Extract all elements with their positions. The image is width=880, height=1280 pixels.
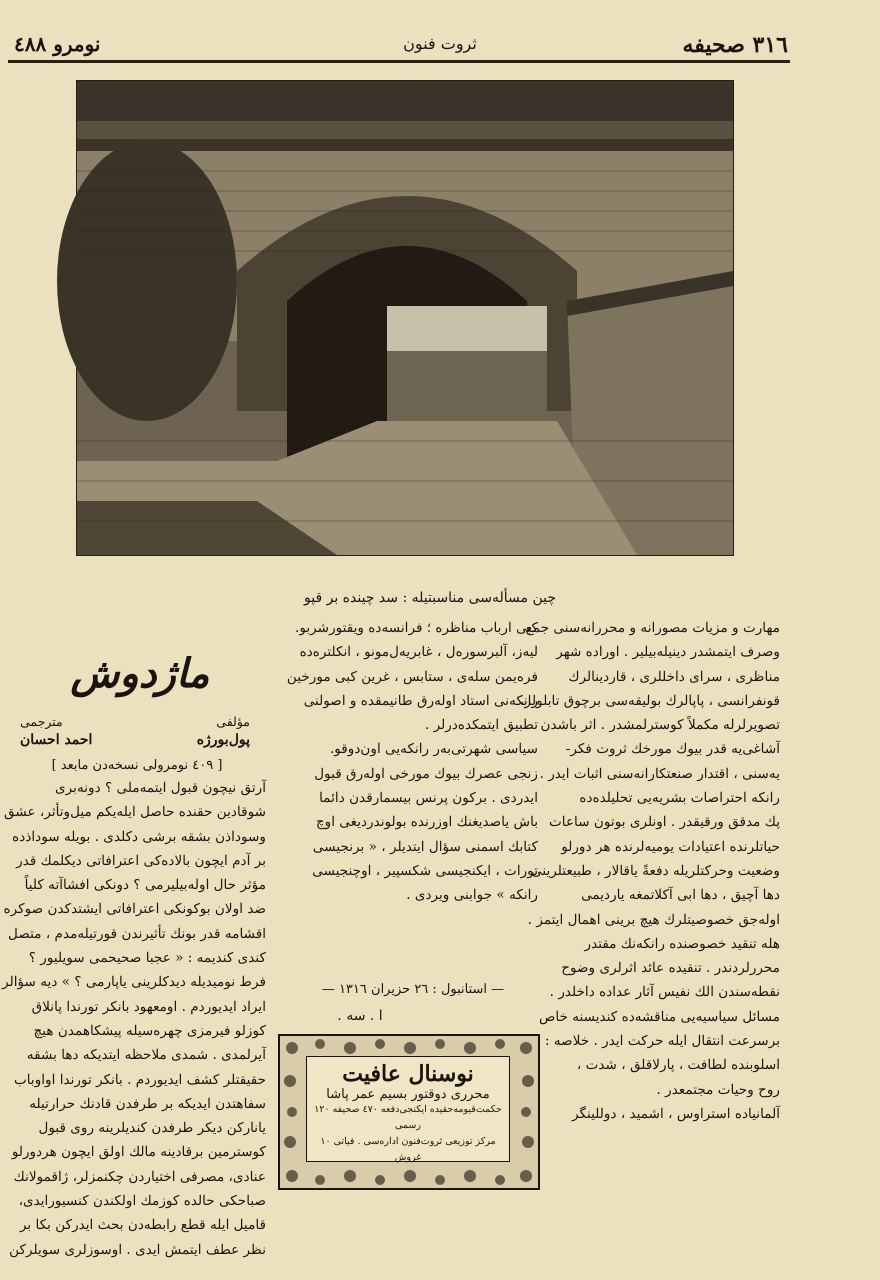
text-line: حیاتلرنده اعتیادات یومیه‌لرنده هر دورلو [561, 838, 780, 855]
text-line: ایدردی . برکون پرنس بیسمارقدن دائما [319, 790, 538, 807]
ad-title: نوسنال عافیت [342, 1061, 474, 1087]
journal-name: ثروت فنون [403, 34, 477, 53]
text-line: لیه‌ز، آلبرسورەل ، غابریه‌ل‌مونو ، انکلتره‌ده [299, 644, 538, 661]
ad-line-1: حکمت‌قیومه‌حقیده ایکنجی‌دفعه ٤٧٠ صحیفه ١٢٠ رسمی [314, 1104, 502, 1131]
text-line: یه‌سنی ، اقتدار صنعتکارانه‌سنی اثبات ایدر . [539, 765, 780, 782]
column-middle [282, 616, 538, 908]
text-line: پك مدقق ورقیقدر . اونلری بوتون ساعات [549, 814, 780, 831]
text-line: یانارکن دیکر طرفدن کندیلرینه روی قبول [38, 1120, 266, 1137]
text-line: تورات ، ایکنجیسی شکسپیر ، اوچنجیسی [312, 862, 538, 879]
text-line: وصرف ایتمشدر دینیله‌بیلیر . اوراده شهر [556, 644, 780, 661]
text-line: عنادی، مصرفی اختیاردن چکنمزلر، ژاقمولانك [13, 1168, 266, 1185]
issue-number: نومرو ٤٨٨ [14, 32, 101, 56]
text-line: نظر عطف ایتمش ایدی . اوسوزلری سویلرکن [9, 1241, 266, 1258]
text-line: آلمانیاده استراوس ، اشمید ، دوللینگر [572, 1105, 780, 1122]
text-line: آشاغی‌یه قدر بیوك مورخك ثروت فکر- [565, 741, 780, 758]
ad-line-2: مرکز توزیعی ثروت‌فنون اداره‌سی . فیاتی ١٠ غروش [320, 1136, 496, 1163]
author-label: مؤلفی [216, 714, 250, 729]
text-line: شوقادین حقنده حاصل ایله‌یکم میل‌وتأثر، عشق [4, 804, 266, 821]
text-line: کبی ارباب مناظره ؛ فرانسه‌ده ویقتورشربو. [295, 620, 538, 636]
translator-name: احمد احسان [20, 732, 93, 748]
page-number: ٣١٦ صحيفه [682, 32, 788, 58]
text-line: رانکه‌نی استاد اوله‌رق طانیمقده و اصولنی [303, 692, 538, 709]
advertisement-panel [306, 1056, 510, 1162]
page-header [0, 28, 880, 62]
ad-subtitle: محرری دوقتور بسیم عمر پاشا [326, 1087, 490, 1102]
text-line: باش یاصدیغنك اوزرنده بولوندردیغی اوچ [315, 814, 538, 831]
text-line: مناظری ، سرای داخللری ، قاردینالرك [568, 668, 780, 685]
text-line: قامیل ایله قطع رابطه‌دن بحث ایدرکن بکا بر [19, 1217, 266, 1234]
text-line: کتابك اسمنی سؤال ایتدیلر ، « برنجیسی [312, 838, 538, 855]
text-line: سیاسی شهرتی‌بەر رانکه‌یی اون‌دوقو. [329, 741, 538, 758]
text-line: مؤثر حال اوله‌بیلیرمی ؟ دونکی افشاآته کلیاً [24, 877, 266, 894]
text-line: وضعیت وحرکتلریله دفعةً یاقالار ، طبیعتلرینی [531, 862, 780, 879]
text-line: ایراد ایدیوردم . اومعهود بانکر تورندا پانلاق [31, 998, 266, 1015]
text-line: تصویرلرله مکملاً کوسترلمشدر . اثر باشدن [540, 717, 780, 734]
date-line: — استانبول : ٢٦ حزیران ١٣١٦ — [321, 982, 505, 997]
author-name: پول‌بورژه [196, 732, 250, 748]
translator-label: مترجمی [20, 714, 63, 729]
figure-caption: چین مسأله‌سی مناسبتیله : سد چینده بر قپو [304, 590, 556, 606]
column-right [520, 616, 780, 1126]
text-line: اوله‌جق خصوصیتلرك هیچ برینی اهمال ایتمز . [527, 911, 780, 928]
column-left [2, 776, 266, 1262]
novel-credits [20, 714, 250, 754]
text-line: رانکه احتراصات بشریه‌یی تحلیلده‌ده [579, 790, 780, 807]
issue-note: [ ٤٠٩ نومرولی نسخه‌دن مابعد ] [51, 758, 223, 773]
text-line: فره‌یمن سله‌ی ، ستابس ، غرین کبی مورخین [286, 668, 538, 685]
text-line: محررلردندر . تنقیده عائد اثرلری وضوح [561, 960, 780, 977]
text-line: تطبیق ایتمکده‌درلر . [425, 717, 538, 734]
engraving-illustration [76, 80, 734, 556]
text-line: هله تنقید خصوصنده رانکه‌نك مقتدر [584, 935, 780, 952]
text-line: سفاهتدن ایدیکه بر طرفدن قادنك حرارتیله [29, 1095, 266, 1112]
text-line: وسوداذن بشقه برشی دکلدی . بویله سوداذده [12, 828, 266, 845]
text-line: صباحکی حالده کوزمك اولکندن کنسیورایدی، [18, 1193, 266, 1210]
text-line: دها آچیق ، دها ابی آکلاتمغه یاردیمی [581, 887, 780, 904]
text-line: آیرلمدی . شمدی ملاحظه ایتدیکه دها بشقه [26, 1047, 266, 1064]
text-line: اسلوبنده لطافت ، پارلاقلق ، شدت ، [576, 1057, 780, 1074]
text-line: برسرعت انتقال ایله حرکت ایدر . خلاصه : [544, 1033, 780, 1050]
gate-engraving [77, 81, 733, 555]
advertisement-box [278, 1034, 540, 1190]
text-line: رانکه » جوابنی ویردی . [406, 887, 538, 904]
text-line: کوزلو فیرمزی چهره‌سیله پیشکاهمدن هیچ [33, 1022, 266, 1039]
text-line: روح وحیات مجتمعدر . [656, 1081, 780, 1098]
text-line: کوسترمین برقادینه مالك اولق ایچون هردورلو [11, 1144, 266, 1161]
text-line: قونفرانسی ، پاپالرك بولیقه‌سی برچوق تابلولر، [520, 692, 780, 709]
text-line: کندی کندیمه : « عجبا صحیحمی سویلیور ؟ [28, 950, 266, 967]
text-line: حقیقتلر کشف ایدیوردم . بانکر تورندا اواوباب [13, 1071, 266, 1088]
text-line: بر آدم ایچون بالاده‌کی اعترافاتی دیکلمك قدر [16, 852, 266, 869]
header-rule [8, 60, 790, 63]
text-line: مهارت و مزیات مصورانه و محررانه‌سنی جمع [525, 620, 780, 636]
text-line: مسائل سیاسیه‌یی مناقشه‌ده کندیسنه خاص [538, 1008, 780, 1025]
text-line: نقطه‌سندن الك نفیس آثار عداده داخلدر . [549, 984, 780, 1001]
author-initials: ا . سه . [337, 1008, 383, 1024]
text-line: اقشامه قدر بونك تأثیرندن قورتیله‌مدم ، متصل [8, 925, 266, 942]
text-line: آرتق نیچون قبول ایتمه‌ملی ؟ دونه‌بری [55, 780, 266, 796]
novel-title: ماژدوش [70, 650, 210, 697]
text-line: ضد اولان بوکونکی اعترافاتی ایشتدکدن صوکره [3, 901, 266, 918]
text-line: فرط نومیدیله دیدکلرینی یاپارمی ؟ » دیه سؤالر [2, 974, 266, 991]
text-line: زنجی عصرك بیوك مورخی اوله‌رق قبول [314, 765, 538, 782]
